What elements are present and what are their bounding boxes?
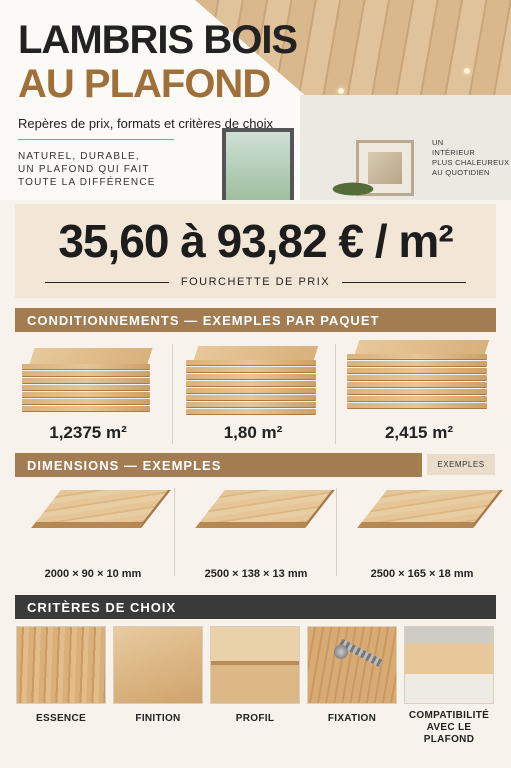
criteria-label-essence: ESSENCE <box>36 713 86 724</box>
tagline-line: UN PLAFOND QUI FAIT <box>18 164 150 175</box>
column-divider <box>335 344 336 444</box>
price-rule-left <box>45 282 169 283</box>
price-label-row <box>45 276 466 288</box>
title-line-1: LAMBRIS BOIS <box>18 18 298 62</box>
pack-label-1: 1,2375 m² <box>49 423 127 442</box>
price-rule-right <box>342 282 466 283</box>
column-divider <box>336 488 337 576</box>
criteria-label-fixation: FIXATION <box>327 713 377 724</box>
aside-line: INTÉRIEUR <box>432 148 476 157</box>
dimension-label-1: 2000 × 90 × 10 mm <box>44 568 142 580</box>
dimension-label-3: 2500 × 165 × 18 mm <box>370 568 474 580</box>
ceiling-spotlight <box>338 88 344 94</box>
examples-badge: EXEMPLES <box>427 454 495 475</box>
criteria-tile-essence <box>16 626 106 704</box>
pack-illustration-2 <box>186 346 320 414</box>
pack-illustration-3 <box>347 340 491 416</box>
column-divider <box>172 344 173 444</box>
criteria-label-compatibility: COMPATIBILITÉ AVEC LE PLAFOND <box>408 710 490 745</box>
price-panel <box>15 204 496 298</box>
plank-illustration-3 <box>357 490 503 528</box>
aside-line: UN <box>432 138 444 147</box>
criteria-tile-finition <box>113 626 203 704</box>
criteria-tile-compatibility <box>404 626 494 704</box>
pack-label-2: 1,80 m² <box>223 423 283 442</box>
plank-illustration-1 <box>31 490 171 528</box>
tagline <box>18 150 198 189</box>
plant-illustration <box>318 178 388 200</box>
title-line-2: AU PLAFOND <box>18 62 271 106</box>
tagline-line: NATUREL, DURABLE, <box>18 151 140 162</box>
criteria-heading: CRITÈRES DE CHOIX <box>15 595 496 619</box>
packs-heading: CONDITIONNEMENTS — EXEMPLES PAR PAQUET <box>15 308 496 332</box>
tagline-line: TOUTE LA DIFFÉRENCE <box>18 177 156 188</box>
criteria-tile-profil <box>210 626 300 704</box>
criteria-label-profil: PROFIL <box>235 713 275 724</box>
pack-illustration-1 <box>22 348 154 414</box>
plank-illustration-2 <box>195 490 335 528</box>
ceiling-spotlight <box>464 68 470 74</box>
pack-label-3: 2,415 m² <box>384 423 454 442</box>
aside-note <box>432 138 511 178</box>
screw-head-icon <box>334 645 348 659</box>
window-illustration <box>222 128 294 200</box>
criteria-label-finition: FINITION <box>135 713 181 724</box>
aside-line: AU QUOTIDIEN <box>432 168 490 177</box>
criteria-tile-fixation <box>307 626 397 704</box>
dimension-label-2: 2500 × 138 × 13 mm <box>204 568 308 580</box>
price-label: FOURCHETTE DE PRIX <box>180 276 331 288</box>
subtitle-rule <box>18 139 174 140</box>
dimensions-heading: DIMENSIONS — EXEMPLES <box>15 453 422 477</box>
price-range: 35,60 à 93,82 € / m² <box>58 215 453 267</box>
column-divider <box>174 488 175 576</box>
hero-banner <box>0 0 511 200</box>
subtitle: Repères de prix, formats et critères de choix <box>18 116 274 131</box>
aside-line: PLUS CHALEUREUX <box>432 158 510 167</box>
